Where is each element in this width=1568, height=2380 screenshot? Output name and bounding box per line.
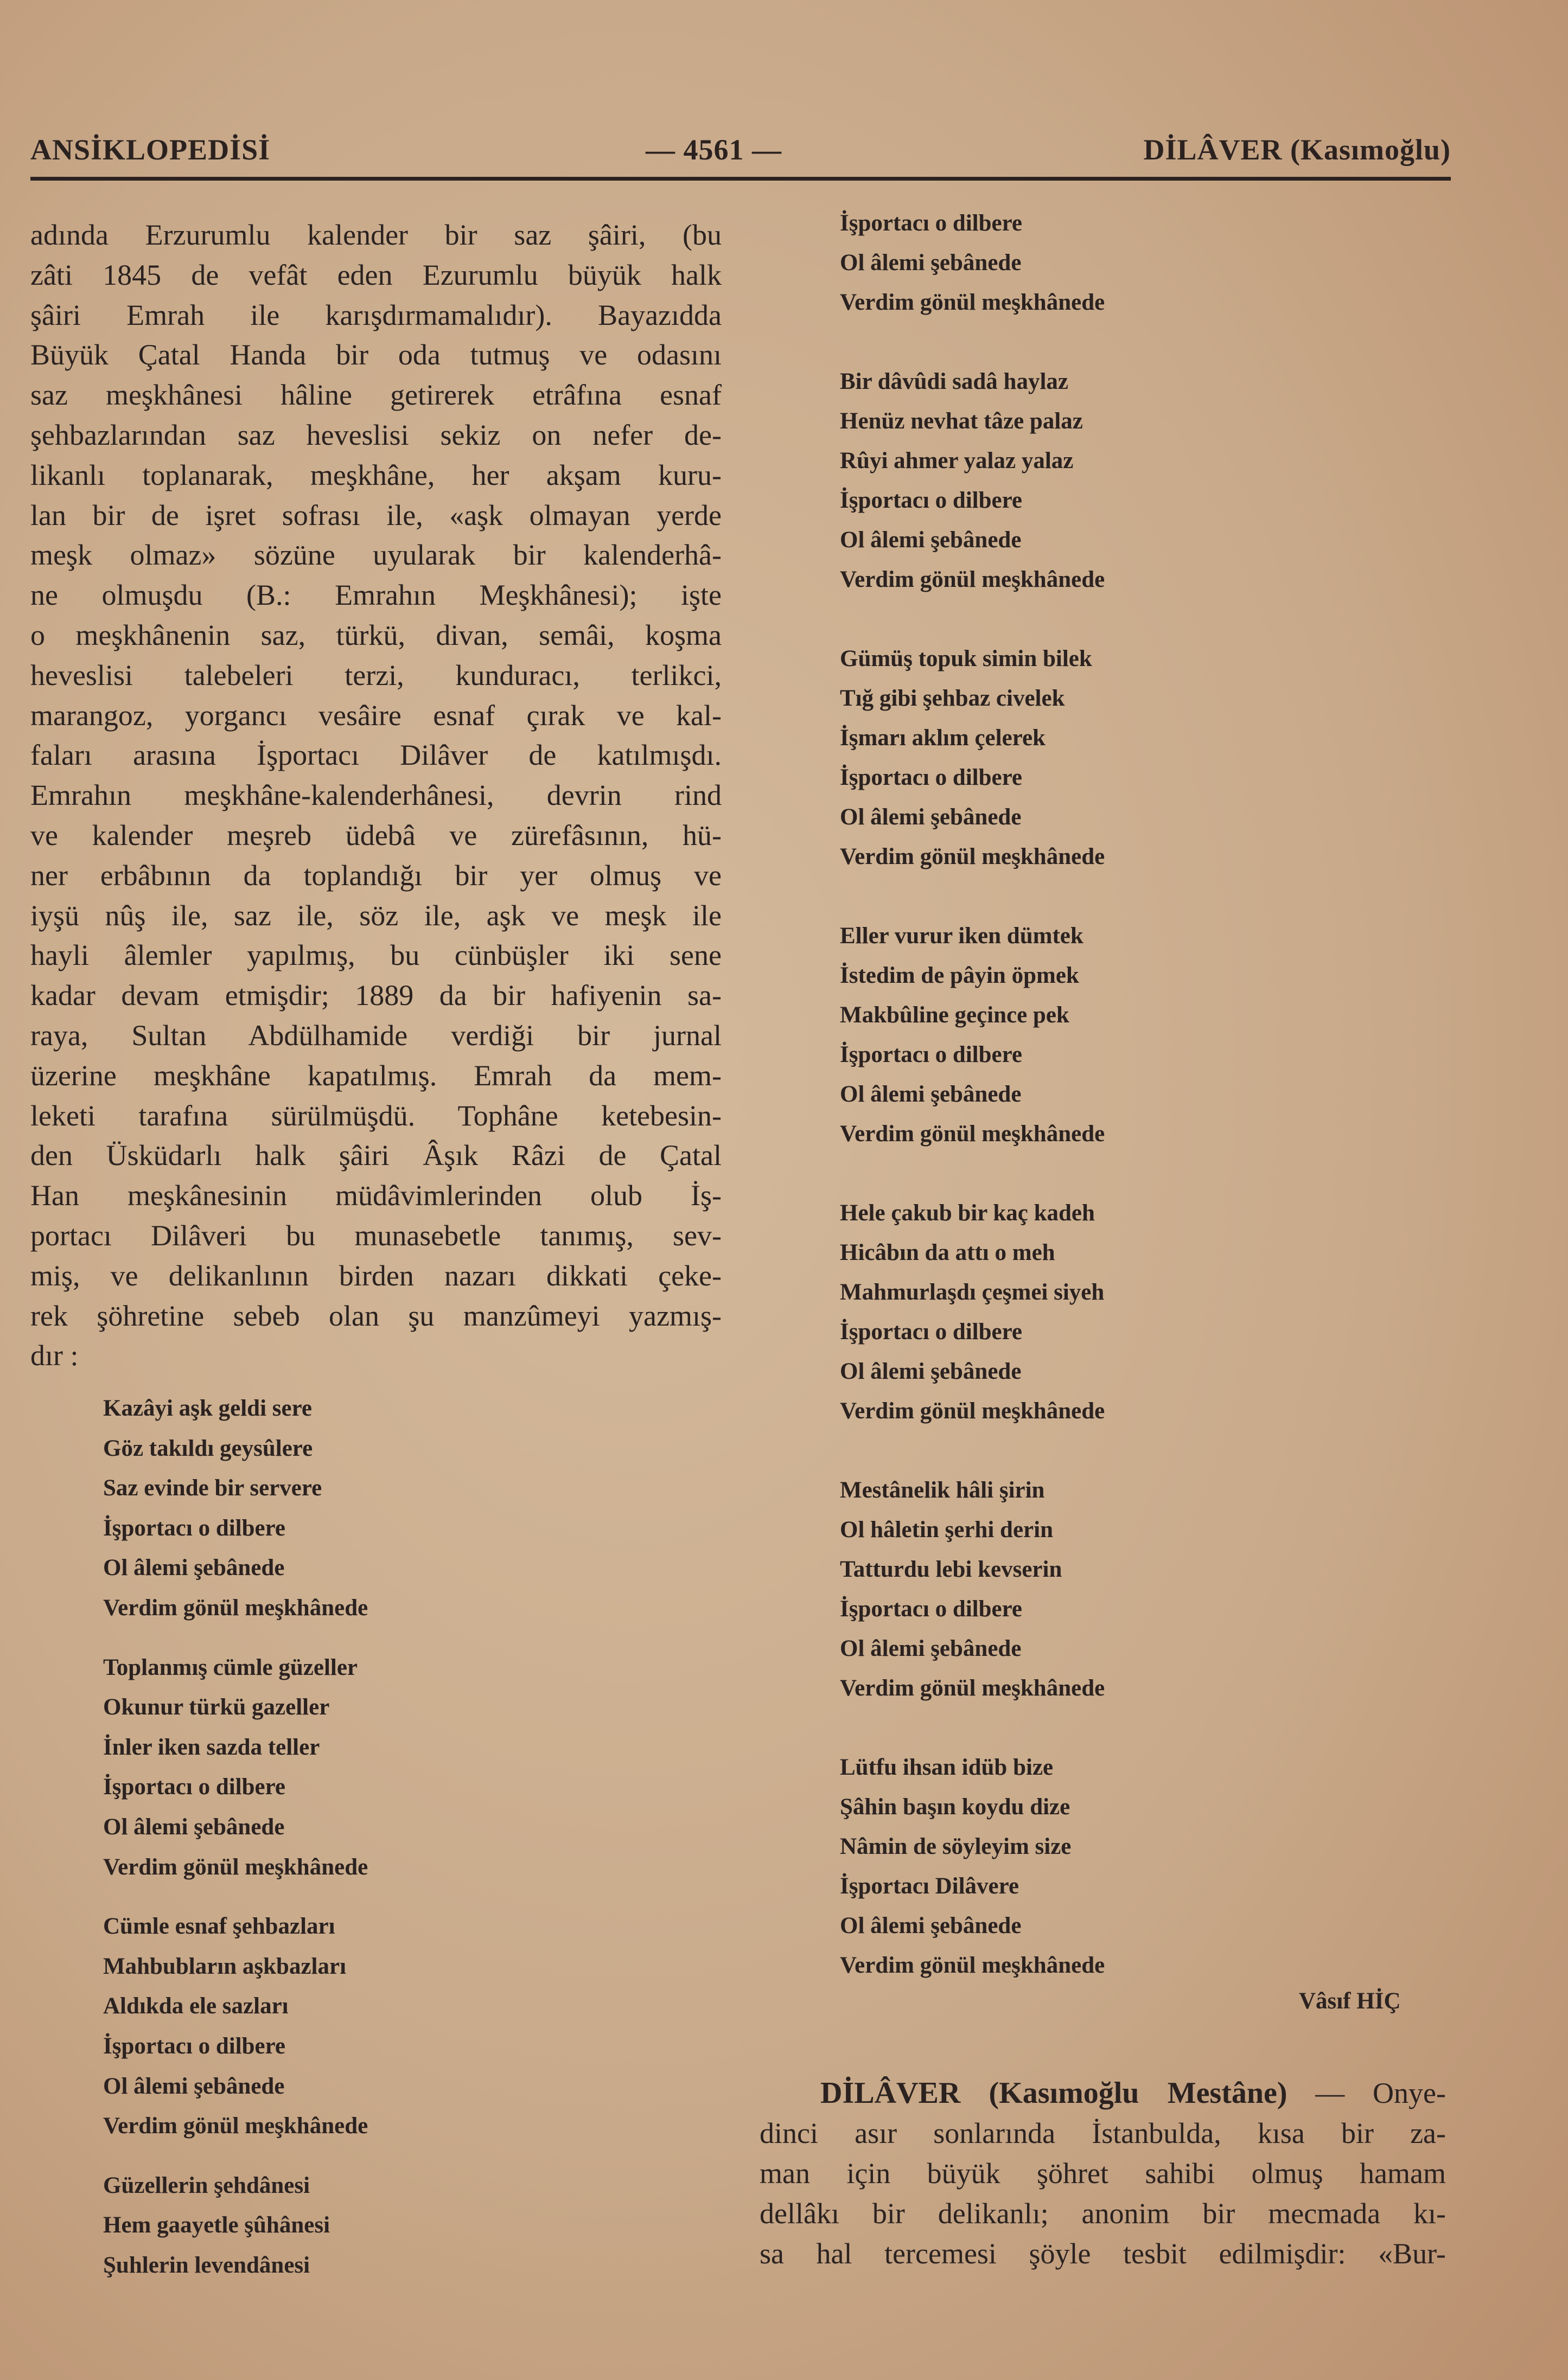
verse-line: Ol âlemi şebânede — [103, 2073, 285, 2099]
poem-stanza — [840, 1748, 1105, 1985]
verse-line: Eller vurur iken dümtek — [840, 923, 1083, 949]
verse-line: İşportacı o dilbere — [840, 1042, 1023, 1067]
verse-line: Verdim gönül meşkhânede — [840, 290, 1105, 315]
text-line: zâti 1845 de vefât eden Ezurumlu büyük halk — [30, 258, 722, 291]
verse-line: İşportacı Dilâvere — [840, 1873, 1019, 1899]
verse-line: İşportacı o dilbere — [103, 2033, 286, 2059]
poem-stanza — [103, 2166, 368, 2286]
stanza-gap — [840, 1154, 1105, 1193]
verse-line: Verdim gönül meşkhânede — [103, 1595, 368, 1621]
text-line: Emrahın meşkhâne-kalenderhânesi, devrin rind — [30, 779, 722, 812]
text-line: ner erbâbının da toplandığı bir yer olmuş ve — [30, 859, 722, 892]
stanza-gap — [840, 876, 1105, 916]
verse-line: Ol hâletin şerhi derin — [840, 1517, 1053, 1543]
verse-line: İşportacı o dilbere — [103, 1774, 286, 1800]
text-line: marangoz, yorgancı vesâire esnaf çırak ve kal- — [30, 699, 722, 732]
text-line: dır : — [30, 1339, 79, 1372]
text-line: şehbazlarından saz heveslisi sekiz on nefer de- — [30, 418, 722, 451]
verse-line: Ol âlemi şebânede — [840, 1636, 1022, 1661]
verse-line: İşportacı o dilbere — [103, 1515, 286, 1541]
verse-line: Ol âlemi şebânede — [840, 1082, 1022, 1107]
stanza-gap — [103, 1887, 368, 1906]
verse-line: İşportacı o dilbere — [840, 1596, 1023, 1622]
poem-stanza — [103, 1648, 368, 1888]
verse-line: Tığ gibi şehbaz civelek — [840, 686, 1065, 711]
text-line: şâiri Emrah ile karışdırmamalıdır). Bayazıdda — [30, 298, 722, 331]
verse-line: Verdim gönül meşkhânede — [840, 844, 1105, 869]
verse-line: Saz evinde bir servere — [103, 1475, 322, 1501]
verse-line: Verdim gönül meşkhânede — [840, 1675, 1105, 1701]
verse-line: Ol âlemi şebânede — [840, 804, 1022, 830]
poem-stanza — [840, 362, 1105, 599]
poem-left — [103, 1389, 368, 2285]
page-number: — 4561 — — [646, 133, 782, 166]
verse-line: Hem gaayetle şûhânesi — [103, 2212, 330, 2238]
verse-line: Nâmin de söyleyim size — [840, 1834, 1072, 1859]
poem-stanza — [840, 639, 1105, 876]
stanza-gap — [840, 1708, 1105, 1748]
left-column-text — [30, 215, 722, 1376]
verse-line: Tatturdu lebi kevserin — [840, 1557, 1062, 1582]
verse-line: Ol âlemi şebânede — [840, 1913, 1022, 1938]
verse-line: Mestânelik hâli şirin — [840, 1477, 1045, 1503]
verse-line: Okunur türkü gazeller — [103, 1694, 330, 1720]
running-head-right: DİLÂVER (Kasımoğlu) — [1143, 133, 1451, 166]
text-line: Büyük Çatal Handa bir oda tutmuş ve odasını — [30, 338, 722, 372]
verse-line: Henüz nevhat tâze palaz — [840, 408, 1083, 434]
text-line: rek şöhretine sebeb olan şu manzûmeyi yazmış- — [30, 1299, 722, 1332]
text-line: lan bir de işret sofrası ile, «aşk olmayan yerde — [30, 498, 722, 532]
verse-line: Kazâyi aşk geldi sere — [103, 1396, 312, 1421]
verse-line: Güzellerin şehdânesi — [103, 2172, 310, 2198]
verse-line: Şâhin başın koydu dize — [840, 1794, 1070, 1820]
poem-right — [840, 203, 1105, 1985]
text-line: saz meşkhânesi hâline getirerek etrâfına esnaf — [30, 379, 722, 412]
text-line: likanlı toplanarak, meşkhâne, her akşam kuru- — [30, 458, 722, 491]
verse-line: İşmarı aklım çelerek — [840, 725, 1046, 751]
verse-line: Verdim gönül meşkhânede — [840, 1953, 1105, 1978]
verse-line: Verdim gönül meşkhânede — [103, 1854, 368, 1880]
text-line: hayli âlemler yapılmış, bu cünbüşler iki sene — [30, 939, 722, 972]
text-line: man için büyük şöhret sahibi olmuş hamam — [760, 2157, 1446, 2190]
poem-stanza — [840, 1470, 1105, 1708]
text-line: üzerine meşkhâne kapatılmış. Emrah da mem- — [30, 1059, 722, 1092]
verse-line: İşportacı o dilbere — [840, 1319, 1023, 1345]
poem-signature: Vâsıf HİÇ — [1299, 1988, 1401, 2014]
verse-line: İşportacı o dilbere — [840, 210, 1023, 236]
text-line: faları arasına İşportacı Dilâver de katılmışdı. — [30, 739, 722, 772]
entry-first-line — [760, 2073, 1446, 2113]
text-line: raya, Sultan Abdülhamide verdiği bir jurnal — [30, 1019, 722, 1052]
verse-line: Ol âlemi şebânede — [840, 250, 1022, 276]
text-line: ve kalender meşreb üdebâ ve zürefâsının, hü- — [30, 818, 722, 852]
verse-line: Ol âlemi şebânede — [840, 1359, 1022, 1384]
verse-line: Makbûline geçince pek — [840, 1002, 1069, 1028]
running-head-left: ANSİKLOPEDİSİ — [30, 133, 271, 166]
verse-line: Mahmurlaşdı çeşmei siyeh — [840, 1279, 1105, 1305]
verse-line: Bir dâvûdi sadâ haylaz — [840, 369, 1068, 394]
stanza-gap — [840, 1431, 1105, 1470]
verse-line: İnler iken sazda teller — [103, 1734, 320, 1760]
text-line: dellâkı bir delikanlı; anonim bir mecmada kı- — [760, 2197, 1446, 2230]
verse-line: İşportacı o dilbere — [840, 488, 1023, 513]
text-line: ne olmuşdu (B.: Emrahın Meşkhânesi); işte — [30, 579, 722, 612]
verse-line: Lütfu ihsan idüb bize — [840, 1755, 1054, 1780]
verse-line: Şuhlerin levendânesi — [103, 2252, 310, 2278]
verse-line: Verdim gönül meşkhânede — [840, 1398, 1105, 1424]
encyclopedia-entry — [760, 2073, 1446, 2274]
verse-line: Verdim gönül meşkhânede — [103, 2113, 368, 2139]
stanza-gap — [103, 2146, 368, 2166]
text-line: miş, ve delikanlının birden nazarı dikkati çeke- — [30, 1259, 722, 1292]
poem-stanza — [840, 916, 1105, 1154]
text-line: Han meşkânesinin müdâvimlerinden olub İş- — [30, 1179, 722, 1212]
verse-line: Ol âlemi şebânede — [103, 1814, 285, 1840]
poem-stanza — [103, 1906, 368, 2146]
entry-headword: DİLÂVER — [820, 2076, 961, 2110]
text-line: heveslisi talebeleri terzi, kunduracı, terlikci, — [30, 658, 722, 692]
verse-line: Ol âlemi şebânede — [840, 527, 1022, 553]
verse-line: İşportacı o dilbere — [840, 765, 1023, 790]
entry-headword-qualifier: (Kasımoğlu Mestâne) — [960, 2076, 1287, 2110]
verse-line: Rûyi ahmer yalaz yalaz — [840, 448, 1074, 474]
verse-line: Cümle esnaf şehbazları — [103, 1914, 335, 1940]
poem-stanza — [840, 203, 1105, 322]
poem-stanza — [840, 1193, 1105, 1431]
entry-text: — Onye- — [1287, 2077, 1446, 2109]
verse-line: Göz takıldı geysûlere — [103, 1435, 313, 1461]
text-line: adında Erzurumlu kalender bir saz şâiri, (bu — [30, 219, 722, 251]
text-line: kadar devam etmişdir; 1889 da bir hafiyenin sa- — [30, 979, 722, 1012]
verse-line: Verdim gönül meşkhânede — [840, 1121, 1105, 1147]
header-rule — [30, 177, 1451, 181]
stanza-gap — [103, 1628, 368, 1648]
verse-line: Hicâbın da attı o meh — [840, 1240, 1055, 1265]
text-line: den Üsküdarlı halk şâiri Âşık Râzi de Çatal — [30, 1139, 722, 1172]
stanza-gap — [840, 599, 1105, 639]
verse-line: Toplanmış cümle güzeller — [103, 1654, 358, 1680]
text-line: meşk olmaz» sözüne uyularak bir kalenderhâ- — [30, 539, 722, 572]
verse-line: İstedim de pâyin öpmek — [840, 963, 1079, 988]
text-line: portacı Dilâveri bu munasebetle tanımış, sev- — [30, 1219, 722, 1252]
text-line: dinci asır sonlarında İstanbulda, kısa bir za- — [760, 2117, 1446, 2149]
text-line: o meşkhânenin saz, türkü, divan, semâi, koşma — [30, 618, 722, 651]
text-line: iyşü nûş ile, saz ile, söz ile, aşk ve meşk ile — [30, 899, 722, 932]
text-line: leketi tarafına sürülmüşdü. Tophâne ketebesin- — [30, 1099, 722, 1132]
verse-line: Gümüş topuk simin bilek — [840, 646, 1092, 671]
verse-line: Mahbubların aşkbazları — [103, 1953, 347, 1979]
verse-line: Verdim gönül meşkhânede — [840, 567, 1105, 592]
verse-line: Ol âlemi şebânede — [103, 1555, 285, 1581]
verse-line: Hele çakub bir kaç kadeh — [840, 1200, 1095, 1226]
stanza-gap — [840, 322, 1105, 362]
text-line: sa hal tercemesi şöyle tesbit edilmişdir: «Bur- — [760, 2237, 1446, 2270]
verse-line: Aldıkda ele sazları — [103, 1993, 289, 2019]
poem-stanza — [103, 1389, 368, 1628]
